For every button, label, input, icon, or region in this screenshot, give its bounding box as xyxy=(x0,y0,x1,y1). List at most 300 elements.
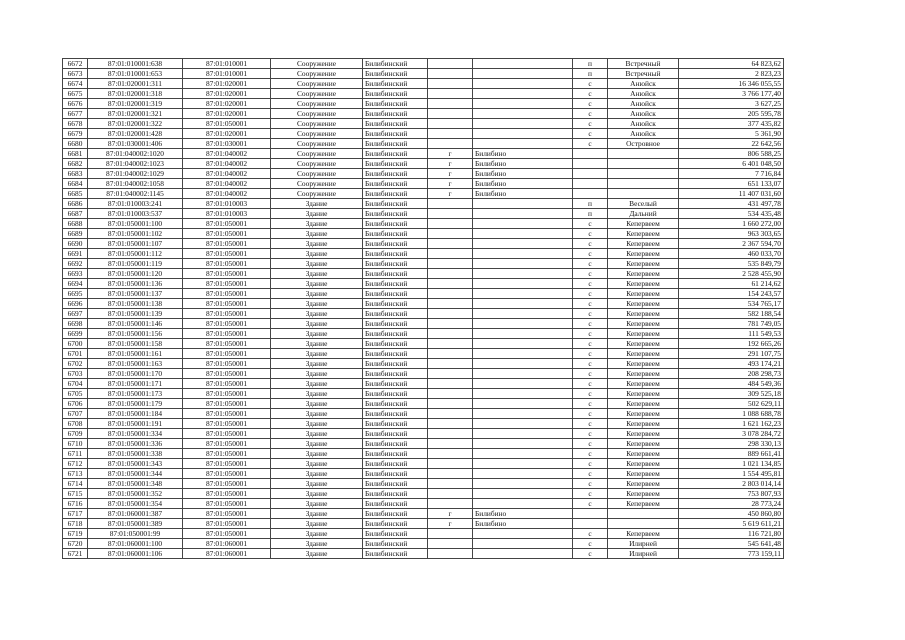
settlement-name-2-cell: Кепервеем xyxy=(608,479,679,489)
settlement-type-1-cell xyxy=(428,249,473,259)
object-type-cell: Здание xyxy=(271,449,363,459)
cadastral-quarter-cell: 87:01:050001 xyxy=(183,449,271,459)
district-cell: Билибинский xyxy=(363,539,428,549)
cadastral-number-cell: 87:01:050001:139 xyxy=(88,309,183,319)
row-number-cell: 6681 xyxy=(63,149,88,159)
cadastral-value-cell: 460 033,70 xyxy=(679,249,784,259)
settlement-type-1-cell: г xyxy=(428,519,473,529)
cadastral-value-cell: 450 860,80 xyxy=(679,509,784,519)
row-number-cell: 6708 xyxy=(63,419,88,429)
cadastral-value-cell: 192 665,26 xyxy=(679,339,784,349)
settlement-name-1-cell xyxy=(473,329,573,339)
settlement-name-1-cell xyxy=(473,89,573,99)
settlement-type-2-cell: с xyxy=(573,339,608,349)
table-row xyxy=(63,299,784,309)
row-number-cell: 6712 xyxy=(63,459,88,469)
settlement-name-1-cell xyxy=(473,439,573,449)
object-type-cell: Здание xyxy=(271,209,363,219)
cadastral-value-cell: 2 803 014,14 xyxy=(679,479,784,489)
cadastral-number-cell: 87:01:030001:406 xyxy=(88,139,183,149)
cadastral-number-cell: 87:01:020001:311 xyxy=(88,79,183,89)
cadastral-value-cell: 22 642,56 xyxy=(679,139,784,149)
district-cell: Билибинский xyxy=(363,279,428,289)
settlement-type-1-cell xyxy=(428,489,473,499)
object-type-cell: Сооружение xyxy=(271,59,363,69)
settlement-type-2-cell: с xyxy=(573,389,608,399)
cadastral-quarter-cell: 87:01:050001 xyxy=(183,519,271,529)
settlement-name-1-cell: Билибино xyxy=(473,519,573,529)
settlement-type-2-cell: с xyxy=(573,539,608,549)
table-row xyxy=(63,409,784,419)
row-number-cell: 6703 xyxy=(63,369,88,379)
table-row xyxy=(63,469,784,479)
settlement-name-2-cell: Илирней xyxy=(608,549,679,559)
settlement-type-1-cell: г xyxy=(428,169,473,179)
cadastral-value-cell: 1 621 162,23 xyxy=(679,419,784,429)
cadastral-quarter-cell: 87:01:050001 xyxy=(183,319,271,329)
settlement-type-2-cell xyxy=(573,179,608,189)
settlement-name-2-cell xyxy=(608,149,679,159)
settlement-type-1-cell xyxy=(428,389,473,399)
cadastral-value-cell: 502 629,11 xyxy=(679,399,784,409)
settlement-type-1-cell xyxy=(428,539,473,549)
cadastral-value-cell: 773 159,11 xyxy=(679,549,784,559)
settlement-name-2-cell: Илирней xyxy=(608,539,679,549)
settlement-name-1-cell xyxy=(473,299,573,309)
table-row xyxy=(63,439,784,449)
settlement-type-1-cell xyxy=(428,79,473,89)
cadastral-quarter-cell: 87:01:050001 xyxy=(183,259,271,269)
district-cell: Билибинский xyxy=(363,289,428,299)
row-number-cell: 6719 xyxy=(63,529,88,539)
cadastral-quarter-cell: 87:01:010003 xyxy=(183,199,271,209)
settlement-name-1-cell xyxy=(473,449,573,459)
settlement-type-1-cell xyxy=(428,69,473,79)
table-row xyxy=(63,339,784,349)
settlement-type-2-cell: с xyxy=(573,459,608,469)
cadastral-quarter-cell: 87:01:050001 xyxy=(183,279,271,289)
cadastral-value-cell: 781 749,05 xyxy=(679,319,784,329)
table-row xyxy=(63,549,784,559)
settlement-name-1-cell xyxy=(473,549,573,559)
cadastral-number-cell: 87:01:050001:184 xyxy=(88,409,183,419)
settlement-name-1-cell xyxy=(473,279,573,289)
object-type-cell: Сооружение xyxy=(271,169,363,179)
cadastral-number-cell: 87:01:050001:112 xyxy=(88,249,183,259)
cadastral-value-cell: 5 361,90 xyxy=(679,129,784,139)
settlement-type-1-cell xyxy=(428,379,473,389)
row-number-cell: 6715 xyxy=(63,489,88,499)
cadastral-quarter-cell: 87:01:030001 xyxy=(183,139,271,149)
cadastral-number-cell: 87:01:010001:653 xyxy=(88,69,183,79)
cadastral-number-cell: 87:01:010003:241 xyxy=(88,199,183,209)
object-type-cell: Здание xyxy=(271,379,363,389)
settlement-type-1-cell xyxy=(428,299,473,309)
row-number-cell: 6692 xyxy=(63,259,88,269)
row-number-cell: 6688 xyxy=(63,219,88,229)
settlement-name-1-cell xyxy=(473,219,573,229)
settlement-name-2-cell: Кепервеем xyxy=(608,369,679,379)
settlement-type-2-cell xyxy=(573,159,608,169)
district-cell: Билибинский xyxy=(363,359,428,369)
district-cell: Билибинский xyxy=(363,429,428,439)
district-cell: Билибинский xyxy=(363,229,428,239)
row-number-cell: 6697 xyxy=(63,309,88,319)
cadastral-quarter-cell: 87:01:020001 xyxy=(183,129,271,139)
row-number-cell: 6690 xyxy=(63,239,88,249)
cadastral-value-cell: 431 497,78 xyxy=(679,199,784,209)
cadastral-quarter-cell: 87:01:050001 xyxy=(183,479,271,489)
table-row xyxy=(63,69,784,79)
row-number-cell: 6717 xyxy=(63,509,88,519)
row-number-cell: 6682 xyxy=(63,159,88,169)
district-cell: Билибинский xyxy=(363,269,428,279)
cadastral-value-cell: 2 823,23 xyxy=(679,69,784,79)
table-row xyxy=(63,479,784,489)
settlement-type-2-cell xyxy=(573,149,608,159)
district-cell: Билибинский xyxy=(363,239,428,249)
cadastral-quarter-cell: 87:01:050001 xyxy=(183,239,271,249)
district-cell: Билибинский xyxy=(363,89,428,99)
settlement-type-2-cell: п xyxy=(573,199,608,209)
row-number-cell: 6678 xyxy=(63,119,88,129)
settlement-name-1-cell xyxy=(473,259,573,269)
table-row xyxy=(63,99,784,109)
settlement-name-2-cell: Встречный xyxy=(608,69,679,79)
cadastral-quarter-cell: 87:01:020001 xyxy=(183,79,271,89)
cadastral-value-cell: 493 174,21 xyxy=(679,359,784,369)
object-type-cell: Здание xyxy=(271,469,363,479)
cadastral-number-cell: 87:01:050001:344 xyxy=(88,469,183,479)
settlement-type-2-cell: с xyxy=(573,269,608,279)
table-row xyxy=(63,109,784,119)
settlement-type-1-cell xyxy=(428,329,473,339)
cadastral-quarter-cell: 87:01:010003 xyxy=(183,209,271,219)
settlement-type-1-cell xyxy=(428,129,473,139)
settlement-name-1-cell xyxy=(473,389,573,399)
object-type-cell: Сооружение xyxy=(271,179,363,189)
cadastral-number-cell: 87:01:040002:1020 xyxy=(88,149,183,159)
row-number-cell: 6673 xyxy=(63,69,88,79)
cadastral-value-cell: 3 627,25 xyxy=(679,99,784,109)
row-number-cell: 6693 xyxy=(63,269,88,279)
district-cell: Билибинский xyxy=(363,179,428,189)
cadastral-value-cell: 298 330,13 xyxy=(679,439,784,449)
cadastral-quarter-cell: 87:01:010001 xyxy=(183,59,271,69)
settlement-type-1-cell xyxy=(428,419,473,429)
row-number-cell: 6696 xyxy=(63,299,88,309)
settlement-type-1-cell xyxy=(428,369,473,379)
settlement-type-1-cell: г xyxy=(428,509,473,519)
cadastral-quarter-cell: 87:01:050001 xyxy=(183,249,271,259)
settlement-type-1-cell xyxy=(428,259,473,269)
table-row xyxy=(63,359,784,369)
cadastral-quarter-cell: 87:01:040002 xyxy=(183,179,271,189)
object-type-cell: Здание xyxy=(271,309,363,319)
settlement-type-1-cell xyxy=(428,409,473,419)
row-number-cell: 6700 xyxy=(63,339,88,349)
settlement-name-1-cell xyxy=(473,349,573,359)
object-type-cell: Здание xyxy=(271,369,363,379)
cadastral-value-cell: 753 807,93 xyxy=(679,489,784,499)
district-cell: Билибинский xyxy=(363,389,428,399)
cadastral-quarter-cell: 87:01:010001 xyxy=(183,69,271,79)
cadastral-number-cell: 87:01:060001:106 xyxy=(88,549,183,559)
settlement-name-2-cell: Встречный xyxy=(608,59,679,69)
settlement-name-1-cell xyxy=(473,409,573,419)
cadastral-quarter-cell: 87:01:040002 xyxy=(183,159,271,169)
object-type-cell: Здание xyxy=(271,239,363,249)
table-row xyxy=(63,199,784,209)
cadastral-quarter-cell: 87:01:020001 xyxy=(183,89,271,99)
object-type-cell: Здание xyxy=(271,519,363,529)
cadastral-quarter-cell: 87:01:050001 xyxy=(183,399,271,409)
settlement-name-2-cell: Кепервеем xyxy=(608,239,679,249)
object-type-cell: Здание xyxy=(271,539,363,549)
row-number-cell: 6677 xyxy=(63,109,88,119)
cadastral-value-cell: 6 401 048,50 xyxy=(679,159,784,169)
settlement-type-1-cell xyxy=(428,469,473,479)
cadastral-number-cell: 87:01:060001:100 xyxy=(88,539,183,549)
settlement-type-1-cell xyxy=(428,479,473,489)
cadastral-number-cell: 87:01:040002:1145 xyxy=(88,189,183,199)
cadastral-value-cell: 535 849,79 xyxy=(679,259,784,269)
object-type-cell: Здание xyxy=(271,289,363,299)
cadastral-number-cell: 87:01:040002:1023 xyxy=(88,159,183,169)
cadastral-number-cell: 87:01:050001:163 xyxy=(88,359,183,369)
table-row xyxy=(63,369,784,379)
cadastral-quarter-cell: 87:01:050001 xyxy=(183,469,271,479)
cadastral-number-cell: 87:01:040002:1058 xyxy=(88,179,183,189)
settlement-name-1-cell xyxy=(473,139,573,149)
table-row xyxy=(63,429,784,439)
settlement-name-2-cell xyxy=(608,179,679,189)
cadastral-number-cell: 87:01:050001:161 xyxy=(88,349,183,359)
cadastral-number-cell: 87:01:050001:170 xyxy=(88,369,183,379)
settlement-name-1-cell xyxy=(473,229,573,239)
district-cell: Билибинский xyxy=(363,139,428,149)
settlement-type-1-cell xyxy=(428,339,473,349)
cadastral-value-cell: 484 549,36 xyxy=(679,379,784,389)
settlement-name-2-cell: Веселый xyxy=(608,199,679,209)
settlement-name-2-cell: Кепервеем xyxy=(608,299,679,309)
cadastral-number-cell: 87:01:050001:158 xyxy=(88,339,183,349)
settlement-type-2-cell: с xyxy=(573,109,608,119)
settlement-type-2-cell: с xyxy=(573,549,608,559)
settlement-name-2-cell: Кепервеем xyxy=(608,449,679,459)
district-cell: Билибинский xyxy=(363,349,428,359)
table-row xyxy=(63,59,784,69)
object-type-cell: Здание xyxy=(271,269,363,279)
cadastral-quarter-cell: 87:01:050001 xyxy=(183,119,271,129)
settlement-name-1-cell xyxy=(473,499,573,509)
cadastral-quarter-cell: 87:01:040002 xyxy=(183,149,271,159)
settlement-type-2-cell: с xyxy=(573,529,608,539)
settlement-name-2-cell: Кепервеем xyxy=(608,319,679,329)
object-type-cell: Здание xyxy=(271,339,363,349)
cadastral-value-cell: 534 435,48 xyxy=(679,209,784,219)
settlement-name-1-cell: Билибино xyxy=(473,509,573,519)
settlement-name-2-cell: Кепервеем xyxy=(608,339,679,349)
cadastral-value-cell: 1 660 272,00 xyxy=(679,219,784,229)
settlement-type-1-cell xyxy=(428,549,473,559)
object-type-cell: Здание xyxy=(271,199,363,209)
cadastral-number-cell: 87:01:020001:318 xyxy=(88,89,183,99)
settlement-name-1-cell xyxy=(473,399,573,409)
settlement-name-1-cell xyxy=(473,199,573,209)
settlement-name-2-cell: Кепервеем xyxy=(608,419,679,429)
cadastral-value-cell: 205 595,78 xyxy=(679,109,784,119)
table-row xyxy=(63,169,784,179)
settlement-type-2-cell xyxy=(573,519,608,529)
settlement-type-1-cell xyxy=(428,209,473,219)
settlement-type-2-cell: с xyxy=(573,89,608,99)
object-type-cell: Здание xyxy=(271,259,363,269)
row-number-cell: 6694 xyxy=(63,279,88,289)
table-row xyxy=(63,269,784,279)
row-number-cell: 6679 xyxy=(63,129,88,139)
settlement-type-1-cell xyxy=(428,309,473,319)
district-cell: Билибинский xyxy=(363,499,428,509)
settlement-name-2-cell: Кепервеем xyxy=(608,229,679,239)
settlement-name-2-cell xyxy=(608,159,679,169)
cadastral-value-cell: 16 346 055,55 xyxy=(679,79,784,89)
settlement-name-1-cell xyxy=(473,529,573,539)
row-number-cell: 6711 xyxy=(63,449,88,459)
district-cell: Билибинский xyxy=(363,489,428,499)
settlement-type-1-cell xyxy=(428,139,473,149)
settlement-name-2-cell: Анюйск xyxy=(608,129,679,139)
row-number-cell: 6676 xyxy=(63,99,88,109)
cadastral-number-cell: 87:01:050001:336 xyxy=(88,439,183,449)
district-cell: Билибинский xyxy=(363,309,428,319)
table-row xyxy=(63,349,784,359)
object-type-cell: Здание xyxy=(271,439,363,449)
table-row xyxy=(63,499,784,509)
settlement-name-1-cell xyxy=(473,429,573,439)
settlement-type-2-cell: с xyxy=(573,279,608,289)
row-number-cell: 6698 xyxy=(63,319,88,329)
cadastral-number-cell: 87:01:050001:173 xyxy=(88,389,183,399)
row-number-cell: 6672 xyxy=(63,59,88,69)
object-type-cell: Сооружение xyxy=(271,189,363,199)
settlement-name-2-cell: Кепервеем xyxy=(608,359,679,369)
district-cell: Билибинский xyxy=(363,329,428,339)
settlement-name-2-cell xyxy=(608,189,679,199)
settlement-name-1-cell xyxy=(473,129,573,139)
row-number-cell: 6675 xyxy=(63,89,88,99)
settlement-type-2-cell: с xyxy=(573,99,608,109)
cadastral-number-cell: 87:01:020001:322 xyxy=(88,119,183,129)
cadastral-value-cell: 377 435,82 xyxy=(679,119,784,129)
cadastral-number-cell: 87:01:050001:120 xyxy=(88,269,183,279)
settlement-type-1-cell xyxy=(428,239,473,249)
settlement-type-1-cell xyxy=(428,449,473,459)
settlement-type-2-cell: с xyxy=(573,499,608,509)
cadastral-number-cell: 87:01:050001:136 xyxy=(88,279,183,289)
cadastral-quarter-cell: 87:01:050001 xyxy=(183,499,271,509)
settlement-type-1-cell xyxy=(428,109,473,119)
row-number-cell: 6706 xyxy=(63,399,88,409)
object-type-cell: Сооружение xyxy=(271,129,363,139)
settlement-name-2-cell: Кепервеем xyxy=(608,459,679,469)
settlement-name-1-cell: Билибино xyxy=(473,169,573,179)
cadastral-quarter-cell: 87:01:050001 xyxy=(183,339,271,349)
cadastral-quarter-cell: 87:01:050001 xyxy=(183,389,271,399)
object-type-cell: Здание xyxy=(271,419,363,429)
object-type-cell: Сооружение xyxy=(271,139,363,149)
cadastral-number-cell: 87:01:050001:102 xyxy=(88,229,183,239)
cadastral-value-cell: 1 021 134,85 xyxy=(679,459,784,469)
settlement-type-2-cell: с xyxy=(573,289,608,299)
cadastral-value-cell: 111 549,53 xyxy=(679,329,784,339)
row-number-cell: 6718 xyxy=(63,519,88,529)
object-type-cell: Здание xyxy=(271,359,363,369)
table-row xyxy=(63,189,784,199)
district-cell: Билибинский xyxy=(363,419,428,429)
settlement-name-2-cell: Анюйск xyxy=(608,79,679,89)
settlement-name-2-cell: Кепервеем xyxy=(608,289,679,299)
settlement-type-2-cell: с xyxy=(573,329,608,339)
settlement-name-2-cell: Кепервеем xyxy=(608,499,679,509)
district-cell: Билибинский xyxy=(363,409,428,419)
settlement-type-2-cell: с xyxy=(573,119,608,129)
settlement-type-1-cell xyxy=(428,529,473,539)
table-row xyxy=(63,389,784,399)
settlement-type-2-cell: с xyxy=(573,369,608,379)
settlement-name-2-cell: Кепервеем xyxy=(608,219,679,229)
settlement-type-2-cell: с xyxy=(573,319,608,329)
row-number-cell: 6705 xyxy=(63,389,88,399)
cadastral-quarter-cell: 87:01:050001 xyxy=(183,419,271,429)
row-number-cell: 6691 xyxy=(63,249,88,259)
settlement-type-1-cell xyxy=(428,399,473,409)
settlement-type-1-cell xyxy=(428,199,473,209)
cadastral-number-cell: 87:01:050001:137 xyxy=(88,289,183,299)
district-cell: Билибинский xyxy=(363,129,428,139)
settlement-type-1-cell xyxy=(428,89,473,99)
cadastral-value-cell: 806 588,25 xyxy=(679,149,784,159)
cadastral-number-cell: 87:01:020001:428 xyxy=(88,129,183,139)
cadastral-quarter-cell: 87:01:050001 xyxy=(183,409,271,419)
table-row xyxy=(63,79,784,89)
cadastral-number-cell: 87:01:050001:338 xyxy=(88,449,183,459)
cadastral-quarter-cell: 87:01:040002 xyxy=(183,189,271,199)
cadastral-value-cell: 11 407 031,60 xyxy=(679,189,784,199)
row-number-cell: 6674 xyxy=(63,79,88,89)
object-type-cell: Сооружение xyxy=(271,69,363,79)
cadastral-value-cell: 2 367 594,70 xyxy=(679,239,784,249)
cadastral-quarter-cell: 87:01:050001 xyxy=(183,289,271,299)
table-row xyxy=(63,289,784,299)
settlement-type-1-cell xyxy=(428,499,473,509)
property-registry-table xyxy=(62,58,784,559)
cadastral-number-cell: 87:01:050001:99 xyxy=(88,529,183,539)
row-number-cell: 6716 xyxy=(63,499,88,509)
table-row xyxy=(63,219,784,229)
table-row xyxy=(63,149,784,159)
object-type-cell: Здание xyxy=(271,479,363,489)
cadastral-quarter-cell: 87:01:050001 xyxy=(183,219,271,229)
cadastral-quarter-cell: 87:01:050001 xyxy=(183,309,271,319)
settlement-type-1-cell xyxy=(428,289,473,299)
table-row xyxy=(63,159,784,169)
settlement-name-1-cell xyxy=(473,69,573,79)
settlement-name-1-cell xyxy=(473,249,573,259)
settlement-type-2-cell: с xyxy=(573,379,608,389)
settlement-type-2-cell xyxy=(573,169,608,179)
district-cell: Билибинский xyxy=(363,59,428,69)
